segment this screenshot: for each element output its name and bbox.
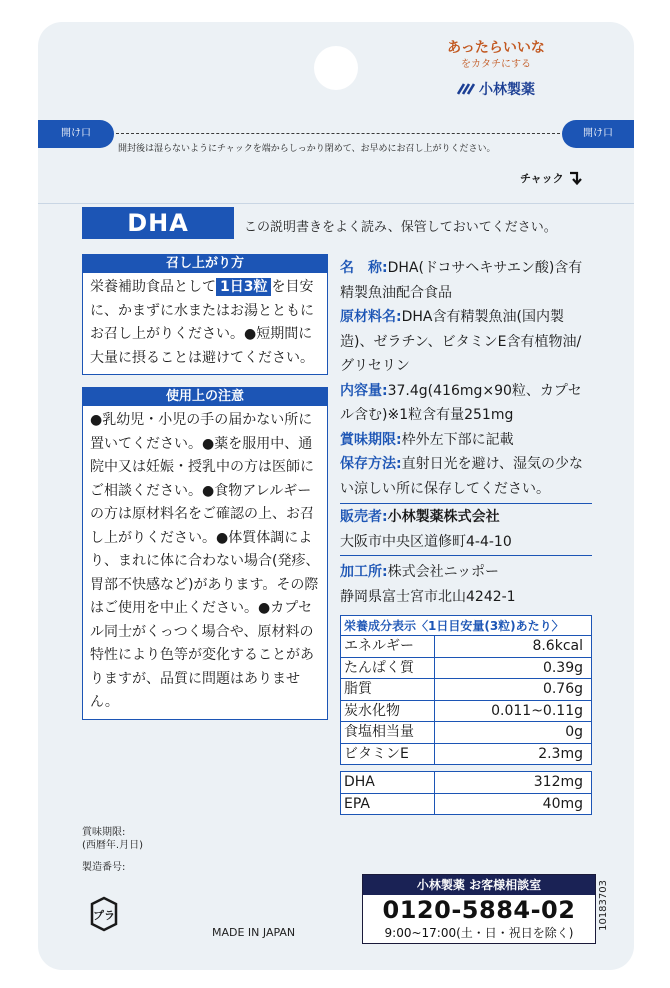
table-row bbox=[341, 636, 591, 658]
brand-logo bbox=[436, 79, 556, 99]
lot-number-label: 製造番号: bbox=[82, 862, 126, 873]
expiry-value: 枠外左下部に記載 bbox=[401, 431, 514, 448]
directions-text bbox=[83, 273, 327, 374]
nutrient-name: ビタミンE bbox=[341, 744, 435, 765]
table-row bbox=[341, 701, 591, 723]
expiry-label: 賞味期限: bbox=[340, 431, 402, 448]
customer-support-box bbox=[362, 874, 596, 944]
intro-text: この説明書きをよく読み、保管しておいてください。 bbox=[244, 220, 557, 235]
maker-label: 加工所: bbox=[340, 564, 388, 580]
ingredients-label: 原材料名: bbox=[340, 309, 402, 325]
left-column bbox=[82, 254, 328, 720]
maker-address: 静岡県富士宮市北山4242-1 bbox=[340, 588, 516, 605]
product-code: 10183703 bbox=[598, 880, 609, 931]
cautions-text: ●乳幼児・小児の手の届かない所に置いてください。●薬を服用中、通院中又は妊娠・授乳中の方は医師にご相談ください。●食物アレルギーの方は原材料名をご確認の上、お召し上がりください。●体質体調により、まれに体に合わない場合(発疹、胃部不快感など)があります。その際はご使用を中止ください。●カプセル同士がくっつく場合や、原材料の特性により色等が変化することがありますが、品質に問題はありません。 bbox=[90, 412, 320, 710]
divider bbox=[38, 203, 634, 204]
brand-name: 小林製薬 bbox=[479, 82, 535, 98]
directions-box bbox=[82, 254, 328, 375]
seller-block bbox=[340, 503, 592, 556]
open-tab-left[interactable]: 開け口 bbox=[38, 120, 114, 148]
seller-address: 大阪市中央区道修町4-4-10 bbox=[340, 533, 512, 550]
expiry-date-format: (西暦年.月日) bbox=[82, 840, 143, 851]
open-note: 開封後は湿らないようにチャックを端からしっかり閉めて、お早めにお召し上がりください。 bbox=[118, 144, 496, 154]
table-row bbox=[341, 679, 591, 701]
nutrition-table bbox=[340, 615, 592, 765]
nutrient-value: 2.3mg bbox=[538, 745, 583, 762]
nutrient-value: 0.011~0.11g bbox=[491, 702, 583, 719]
storage-label: 保存方法: bbox=[340, 456, 402, 472]
seller-label: 販売者: bbox=[340, 509, 388, 525]
info-name bbox=[340, 256, 592, 305]
expiry-date-title: 賞味期限: bbox=[82, 827, 126, 838]
nutrient-value: 0.76g bbox=[542, 681, 583, 697]
table-row bbox=[341, 722, 591, 744]
open-tab-right[interactable]: 開け口 bbox=[562, 120, 634, 148]
nutrient-name: 脂質 bbox=[341, 679, 435, 700]
info-expiry bbox=[340, 428, 592, 453]
storage-value: 直射日光を避け、湿気の少ない涼しい所に保存してください。 bbox=[340, 456, 584, 497]
table-row bbox=[341, 794, 591, 815]
nutrient-value: 8.6kcal bbox=[532, 638, 583, 654]
nutrient-value: 0g bbox=[565, 724, 583, 740]
plastic-recycle-icon bbox=[84, 894, 124, 934]
seller-row bbox=[340, 505, 592, 530]
brand-mark-icon bbox=[457, 82, 475, 96]
maker-row bbox=[340, 560, 592, 585]
arrow-down-icon bbox=[568, 171, 582, 185]
table-row bbox=[341, 772, 591, 794]
ingredients-value: DHA含有精製魚油(国内製造)、ゼラチン、ビタミンE含有植物油/グリセリン bbox=[340, 309, 582, 374]
table-row bbox=[341, 658, 591, 680]
cautions-box bbox=[82, 387, 328, 720]
zip-text: チャック bbox=[520, 172, 564, 185]
support-title: 小林製薬 お客様相談室 bbox=[363, 875, 595, 895]
brand-block bbox=[436, 40, 556, 99]
contents-label: 内容量: bbox=[340, 382, 388, 399]
info-ingredients bbox=[340, 305, 592, 379]
nutrition-title: 栄養成分表示〈1日目安量(3粒)あたり〉 bbox=[341, 616, 591, 636]
maker-name: 株式会社ニッポー bbox=[387, 564, 500, 580]
seller-name: 小林製薬株式会社 bbox=[387, 509, 500, 525]
brand-subslogan: をカタチにする bbox=[461, 59, 531, 70]
nutrient-name: DHA bbox=[341, 772, 435, 793]
info-contents bbox=[340, 379, 592, 428]
nutrient-value: 40mg bbox=[542, 795, 583, 812]
right-column bbox=[340, 256, 592, 815]
product-title: DHA bbox=[82, 207, 234, 239]
cautions-title: 使用上の注意 bbox=[83, 388, 327, 406]
contents-value: 37.4g(416mg×90粒、カプセル含む)※1粒含有量251mg bbox=[340, 382, 582, 423]
tear-line bbox=[116, 133, 560, 134]
expiry-date-label bbox=[82, 826, 143, 852]
made-in-label: MADE IN JAPAN bbox=[212, 926, 296, 939]
recycle-mark-text: プラ bbox=[93, 909, 115, 922]
maker-block bbox=[340, 560, 592, 609]
nutrient-name: 炭水化物 bbox=[341, 701, 435, 722]
dosage-highlight: 1日3粒 bbox=[216, 278, 271, 296]
nutrient-name: EPA bbox=[341, 794, 435, 815]
support-phone[interactable]: 0120-5884-02 bbox=[382, 896, 576, 924]
name-label: 名 称: bbox=[340, 260, 388, 276]
support-hours: 9:00~17:00(土・日・祝日を除く) bbox=[384, 926, 574, 940]
omega3-table bbox=[340, 771, 592, 815]
nutrient-value: 0.39g bbox=[542, 659, 583, 676]
nutrient-name: エネルギー bbox=[341, 636, 435, 657]
directions-title: 召し上がり方 bbox=[83, 255, 327, 273]
info-storage bbox=[340, 452, 592, 501]
nutrient-name: たんぱく質 bbox=[341, 658, 435, 679]
zip-label bbox=[520, 170, 582, 186]
brand-slogan: あったらいいな bbox=[447, 40, 545, 56]
hang-hole bbox=[314, 46, 358, 90]
directions-text-end: を目安に、かまずに水またはお湯とともにお召し上がりください。●短期間に大量に摂ることは避けてください。 bbox=[90, 279, 314, 366]
name-value: DHA(ドコサヘキサエン酸)含有精製魚油配合食品 bbox=[340, 260, 583, 301]
table-row bbox=[341, 744, 591, 765]
nutrient-value: 312mg bbox=[533, 774, 583, 790]
nutrient-name: 食塩相当量 bbox=[341, 722, 435, 743]
directions-text-start: 栄養補助食品として bbox=[90, 279, 216, 295]
